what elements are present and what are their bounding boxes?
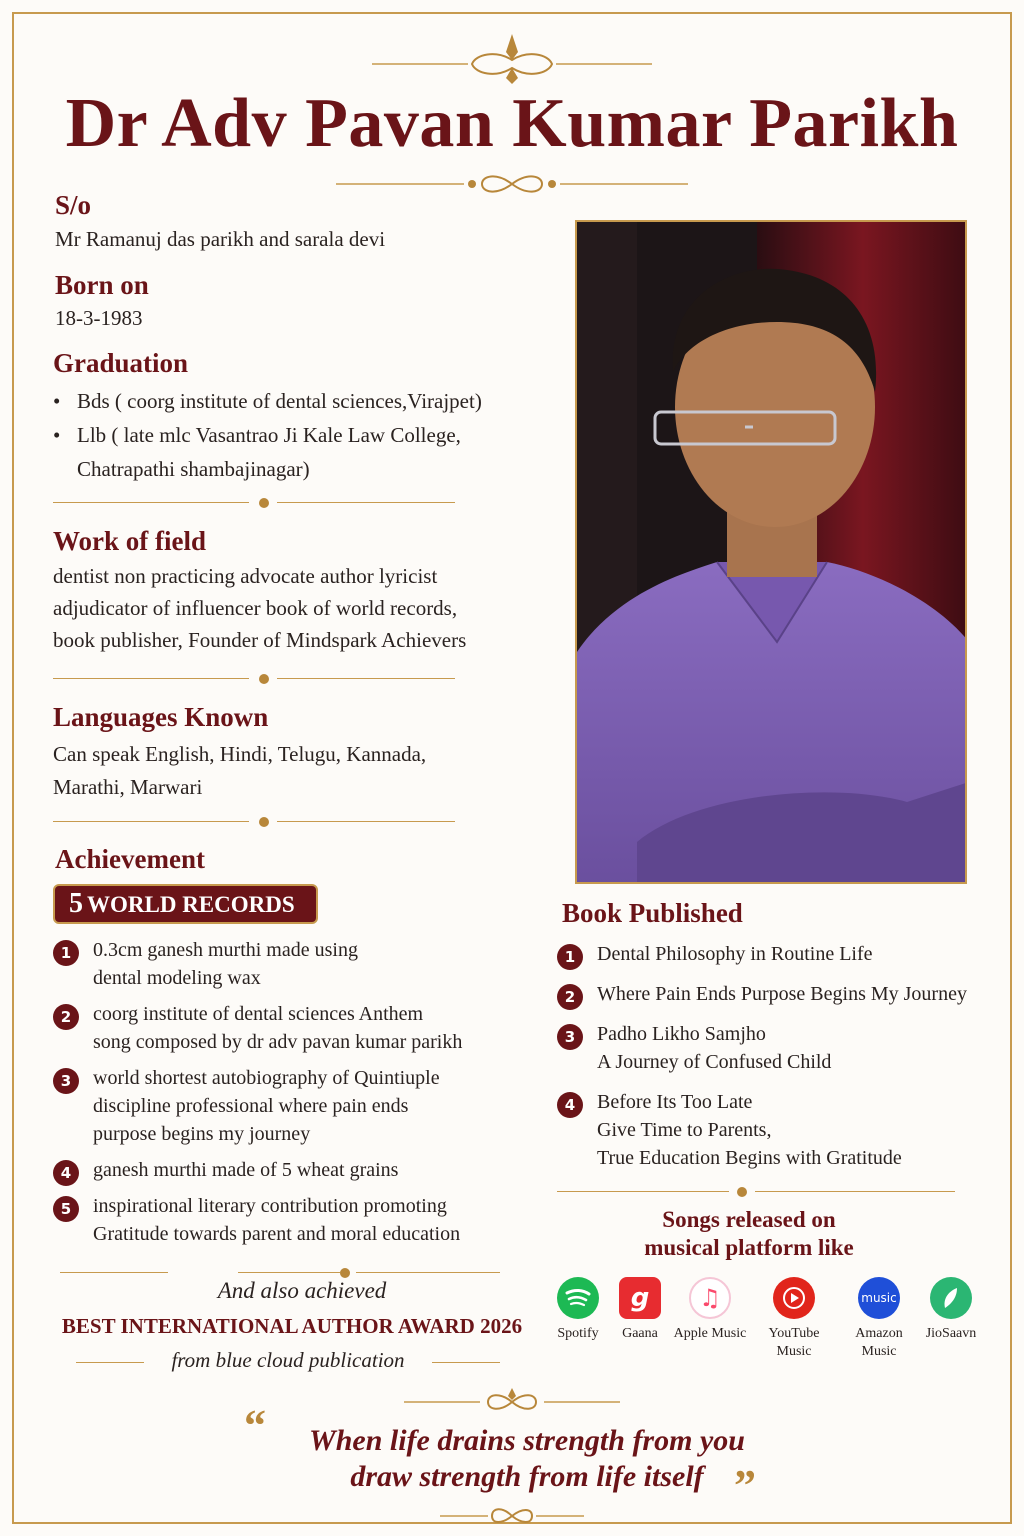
footer-ornament bbox=[440, 1500, 584, 1524]
spotify-icon bbox=[557, 1277, 599, 1319]
graduation-list bbox=[53, 384, 553, 486]
section-divider bbox=[53, 815, 455, 829]
platform-jiosaavn[interactable]: JioSaavn bbox=[909, 1277, 993, 1343]
graduation-item: • Llb ( late mlc Vasantrao Ji Kale Law College, Chatrapathi shambajinagar) bbox=[53, 418, 553, 486]
jiosaavn-icon bbox=[930, 1277, 972, 1319]
quote-line-2: draw strength from life itself bbox=[350, 1460, 704, 1493]
list-item: 4 ganesh murthi made of 5 wheat grains bbox=[53, 1156, 533, 1184]
list-item: 1 0.3cm ganesh murthi made using dental modeling wax bbox=[53, 936, 533, 992]
profile-photo bbox=[575, 220, 967, 884]
work-text: dentist non practicing advocate author lyricist adjudicator of influencer book of world records, book publisher, Founder of Mindspark Achievers bbox=[53, 564, 467, 652]
platform-gaana[interactable]: g Gaana bbox=[598, 1277, 682, 1343]
amazon-music-icon: music bbox=[858, 1277, 900, 1319]
apple-music-icon: ♫ bbox=[689, 1277, 731, 1319]
quote-line-1: When life drains strength from you bbox=[309, 1424, 745, 1457]
born-value: 18-3-1983 bbox=[55, 306, 143, 330]
open-quote-icon: “ bbox=[244, 1401, 266, 1450]
award-source-rule bbox=[432, 1362, 500, 1363]
bottom-ornament bbox=[404, 1388, 620, 1416]
youtube-music-icon bbox=[773, 1277, 815, 1319]
page-title: Dr Adv Pavan Kumar Parikh bbox=[65, 85, 959, 162]
books-heading: Book Published bbox=[562, 898, 743, 928]
work-heading: Work of field bbox=[53, 526, 206, 556]
list-item: 3 world shortest autobiography of Quintiuple discipline professional where pain ends purpose begins my journey bbox=[53, 1064, 533, 1148]
son-of-value: Mr Ramanuj das parikh and sarala devi bbox=[55, 227, 386, 251]
achievement-list bbox=[53, 936, 533, 1248]
platform-spotify[interactable]: Spotify bbox=[536, 1277, 620, 1343]
graduation-heading: Graduation bbox=[53, 348, 189, 378]
languages-text: Can speak English, Hindi, Telugu, Kannada, Marathi, Marwari bbox=[53, 742, 427, 799]
languages-heading: Languages Known bbox=[53, 702, 269, 732]
list-item: 3 Padho Likho Samjho A Journey of Confused Child bbox=[557, 1020, 997, 1076]
platform-amazon-music[interactable]: music Amazon Music bbox=[837, 1277, 921, 1361]
section-divider bbox=[557, 1185, 955, 1199]
award-title: BEST INTERNATIONAL AUTHOR AWARD 2026 bbox=[61, 1314, 523, 1338]
section-divider bbox=[53, 672, 455, 686]
title-ornament bbox=[336, 170, 688, 198]
songs-heading: Songs released on musical platform like bbox=[644, 1207, 854, 1260]
graduation-item: • Bds ( coorg institute of dental sciences,Virajpet) bbox=[53, 384, 553, 418]
son-of-heading: S/o bbox=[55, 190, 92, 220]
achievement-heading: Achievement bbox=[55, 844, 205, 874]
platform-youtube-music[interactable]: YouTube Music bbox=[752, 1277, 836, 1361]
award-intro: And also achieved bbox=[217, 1278, 387, 1303]
close-quote-icon: ” bbox=[734, 1461, 756, 1510]
list-item: 5 inspirational literary contribution promoting Gratitude towards parent and moral education bbox=[53, 1192, 533, 1248]
list-item: 1 Dental Philosophy in Routine Life bbox=[557, 940, 997, 968]
born-heading: Born on bbox=[55, 270, 149, 300]
platform-apple-music[interactable]: ♫ Apple Music bbox=[668, 1277, 752, 1343]
list-item: 2 coorg institute of dental sciences Anthem song composed by dr adv pavan kumar parikh bbox=[53, 1000, 533, 1056]
list-item: 2 Where Pain Ends Purpose Begins My Journey bbox=[557, 980, 997, 1008]
award-source: from blue cloud publication bbox=[171, 1348, 405, 1372]
books-list bbox=[557, 940, 997, 1172]
section-divider bbox=[53, 496, 455, 510]
top-ornament bbox=[372, 30, 652, 86]
world-records-badge: 5 WORLD RECORDS bbox=[53, 884, 318, 924]
award-source-rule bbox=[76, 1362, 144, 1363]
list-item: 4 Before Its Too Late Give Time to Parents, True Education Begins with Gratitude bbox=[557, 1088, 997, 1172]
gaana-icon: g bbox=[619, 1277, 661, 1319]
